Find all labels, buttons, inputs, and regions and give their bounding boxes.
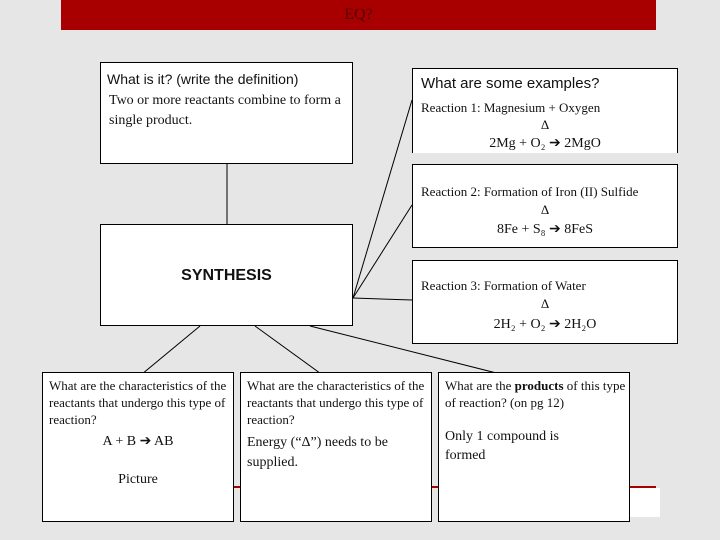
reactant-characteristics-box <box>42 372 234 522</box>
connector-line <box>353 298 412 300</box>
connector-line <box>353 205 412 298</box>
synthesis-label: SYNTHESIS <box>181 267 272 284</box>
products-box <box>438 372 630 522</box>
answer-text: Energy (“Δ”) needs to be supplied. <box>247 435 388 470</box>
delta-symbol: Δ <box>540 117 550 132</box>
definition-heading: What is it? (write the definition) <box>107 71 299 87</box>
definition-text: Two or more reactants combine to form a single product. <box>109 93 341 128</box>
answer-text: Only 1 compound is formed <box>445 429 559 463</box>
connector-line <box>353 100 412 298</box>
question-bold: products <box>514 378 564 393</box>
examples-heading: What are some examples? <box>421 75 600 92</box>
example-title: Reaction 1: Magnesium + Oxygen <box>421 100 601 115</box>
page-title: EQ? <box>344 6 373 23</box>
example-equation: 8Fe + S₈ ➔ 8FeS <box>496 222 594 237</box>
picture-label: Picture <box>118 472 158 487</box>
example-equation: 2Mg + O₂ ➔ 2MgO <box>489 136 601 151</box>
definition-box <box>100 62 353 164</box>
example-title: Reaction 3: Formation of Water <box>421 278 586 293</box>
energy-box <box>240 372 432 522</box>
question-text: What are the characteristics of the reactants that undergo this type of reaction? <box>49 378 227 427</box>
example-box-3 <box>412 260 678 344</box>
answer-text: A + B ➔ AB <box>102 434 174 449</box>
question-suffix: of this type of reaction? (on pg 12) <box>445 378 626 410</box>
question-prefix: What are the <box>445 378 515 393</box>
example-box-2 <box>412 164 678 248</box>
example-box-1 <box>412 68 678 153</box>
question-text: What are the characteristics of the reactants that undergo this type of reaction? <box>247 378 425 427</box>
example-equation: 2H₂ + O₂ ➔ 2H₂O <box>493 317 597 332</box>
delta-symbol: Δ <box>540 296 550 311</box>
example-title: Reaction 2: Formation of Iron (II) Sulfide <box>421 184 639 199</box>
synthesis-box <box>100 224 353 326</box>
delta-symbol: Δ <box>540 202 550 217</box>
question-text <box>445 377 627 411</box>
